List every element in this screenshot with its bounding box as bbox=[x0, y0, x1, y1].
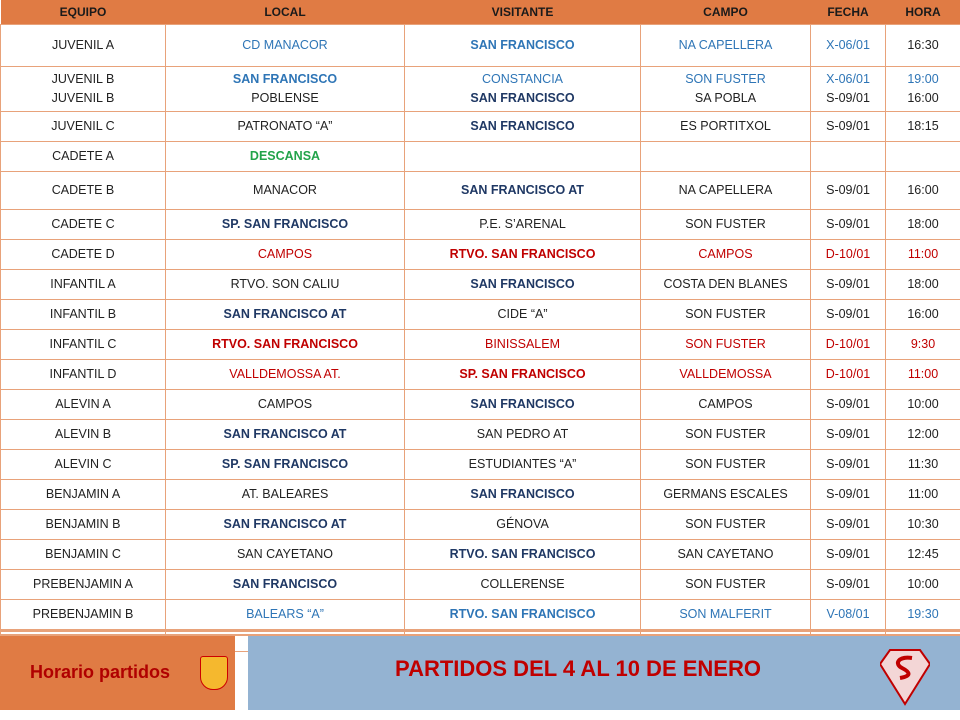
table-row bbox=[1, 600, 960, 630]
fecha-text: S-09/01 bbox=[826, 183, 870, 197]
cell-campo bbox=[641, 240, 811, 270]
footer-banner bbox=[248, 636, 960, 710]
cell-visitante bbox=[405, 25, 641, 67]
cell-campo bbox=[641, 540, 811, 570]
table-row bbox=[1, 300, 960, 330]
equipo-text: JUVENIL A bbox=[51, 38, 115, 52]
cell-fecha bbox=[811, 210, 886, 240]
equipo-text: ALEVIN C bbox=[54, 457, 112, 471]
visitante-text: COLLERENSE bbox=[480, 577, 565, 591]
campo-text: SON MALFERIT bbox=[679, 607, 772, 621]
campo-text: SON FUSTER bbox=[685, 307, 766, 321]
visitante-text: SAN FRANCISCO bbox=[470, 38, 575, 52]
campo-text: SA POBLA bbox=[694, 91, 757, 105]
campo-text: CAMPOS bbox=[698, 247, 753, 261]
cell-visitante bbox=[405, 67, 641, 112]
cell-equipo bbox=[1, 25, 166, 67]
cell-local bbox=[166, 300, 405, 330]
cell-hora bbox=[886, 210, 960, 240]
table-row bbox=[1, 360, 960, 390]
hora-text: 12:45 bbox=[907, 547, 939, 561]
cell-equipo bbox=[1, 172, 166, 210]
cell-local bbox=[166, 420, 405, 450]
table-row bbox=[1, 270, 960, 300]
local-text: SAN FRANCISCO AT bbox=[223, 307, 347, 321]
local-text: BALEARS “A” bbox=[246, 607, 324, 621]
local-text: VALLDEMOSSA AT. bbox=[229, 367, 341, 381]
local-text: SAN FRANCISCO AT bbox=[223, 427, 347, 441]
table-row bbox=[1, 112, 960, 142]
cell-hora bbox=[886, 360, 960, 390]
cell-equipo bbox=[1, 480, 166, 510]
cell-fecha bbox=[811, 172, 886, 210]
cell-hora bbox=[886, 270, 960, 300]
table-row bbox=[1, 210, 960, 240]
cell-equipo bbox=[1, 360, 166, 390]
campo-text: COSTA DEN BLANES bbox=[663, 277, 788, 291]
hora-text: 19:00 bbox=[907, 72, 939, 86]
cell-equipo bbox=[1, 450, 166, 480]
cell-equipo bbox=[1, 420, 166, 450]
fecha-text: S-09/01 bbox=[826, 307, 870, 321]
equipo-text: INFANTIL A bbox=[50, 277, 116, 291]
equipo-text: ALEVIN B bbox=[54, 427, 112, 441]
fecha-text: S-09/01 bbox=[826, 119, 870, 133]
campo-text: NA CAPELLERA bbox=[678, 38, 773, 52]
cell-equipo bbox=[1, 210, 166, 240]
fecha-text: D-10/01 bbox=[825, 337, 871, 351]
cell-local bbox=[166, 390, 405, 420]
equipo-text: CADETE A bbox=[52, 149, 114, 163]
equipo-text: JUVENIL C bbox=[51, 119, 115, 133]
campo-text: SAN CAYETANO bbox=[677, 547, 774, 561]
cell-visitante bbox=[405, 420, 641, 450]
cell-visitante bbox=[405, 300, 641, 330]
campo-text: SON FUSTER bbox=[685, 577, 766, 591]
cell-local bbox=[166, 210, 405, 240]
table-row bbox=[1, 142, 960, 172]
cell-local bbox=[166, 240, 405, 270]
fecha-text: S-09/01 bbox=[826, 457, 870, 471]
cell-hora bbox=[886, 330, 960, 360]
table-row bbox=[1, 390, 960, 420]
table-row bbox=[1, 420, 960, 450]
visitante-text: RTVO. SAN FRANCISCO bbox=[449, 607, 596, 621]
hora-text: 16:00 bbox=[907, 183, 939, 197]
cell-hora bbox=[886, 142, 960, 172]
cell-equipo bbox=[1, 600, 166, 630]
cell-hora bbox=[886, 67, 960, 112]
local-text: SP. SAN FRANCISCO bbox=[221, 217, 349, 231]
cell-fecha bbox=[811, 570, 886, 600]
cell-fecha bbox=[811, 142, 886, 172]
fecha-text: S-09/01 bbox=[826, 577, 870, 591]
cell-hora bbox=[886, 25, 960, 67]
fecha-text: S-09/01 bbox=[826, 547, 870, 561]
cell-campo bbox=[641, 25, 811, 67]
hora-text: 12:00 bbox=[907, 427, 939, 441]
cell-campo bbox=[641, 270, 811, 300]
visitante-text: SAN FRANCISCO bbox=[470, 397, 575, 411]
local-text: SAN FRANCISCO bbox=[232, 577, 338, 591]
campo-text: CAMPOS bbox=[698, 397, 753, 411]
local-text: DESCANSA bbox=[249, 149, 321, 163]
cell-equipo bbox=[1, 270, 166, 300]
visitante-text: CIDE “A” bbox=[497, 307, 548, 321]
equipo-text: JUVENIL B bbox=[51, 91, 115, 105]
cell-campo bbox=[641, 420, 811, 450]
table-row bbox=[1, 540, 960, 570]
cell-visitante bbox=[405, 600, 641, 630]
local-text: SP. SAN FRANCISCO bbox=[221, 457, 349, 471]
table-row bbox=[1, 510, 960, 540]
visitante-text: GÉNOVA bbox=[496, 517, 549, 531]
cell-equipo bbox=[1, 330, 166, 360]
campo-text: SON FUSTER bbox=[685, 217, 766, 231]
campo-text: VALLDEMOSSA bbox=[679, 367, 772, 381]
cell-fecha bbox=[811, 390, 886, 420]
cell-equipo bbox=[1, 240, 166, 270]
cell-visitante bbox=[405, 142, 641, 172]
cell-hora bbox=[886, 510, 960, 540]
footer-title-box bbox=[0, 636, 235, 710]
cell-hora bbox=[886, 420, 960, 450]
hora-text: 10:00 bbox=[907, 397, 939, 411]
cell-equipo bbox=[1, 510, 166, 540]
table-row bbox=[1, 450, 960, 480]
cell-campo bbox=[641, 480, 811, 510]
hora-text: 11:00 bbox=[907, 367, 939, 381]
local-text: MANACOR bbox=[253, 183, 317, 197]
equipo-text: CADETE D bbox=[51, 247, 115, 261]
campo-text: SON FUSTER bbox=[685, 337, 766, 351]
cell-local bbox=[166, 270, 405, 300]
campo-text: GERMANS ESCALES bbox=[663, 487, 788, 501]
header-fecha: FECHA bbox=[811, 0, 886, 25]
fecha-text: S-09/01 bbox=[826, 217, 870, 231]
header-hora: HORA bbox=[886, 0, 960, 25]
cell-equipo bbox=[1, 570, 166, 600]
superman-logo-icon bbox=[880, 648, 930, 706]
cell-campo bbox=[641, 450, 811, 480]
hora-text: 19:30 bbox=[907, 607, 939, 621]
fecha-text: S-09/01 bbox=[826, 277, 870, 291]
equipo-text: PREBENJAMIN A bbox=[32, 577, 134, 591]
visitante-text: SAN PEDRO AT bbox=[476, 427, 569, 441]
cell-hora bbox=[886, 540, 960, 570]
equipo-text: BENJAMIN A bbox=[45, 487, 121, 501]
cell-campo bbox=[641, 300, 811, 330]
cell-campo bbox=[641, 67, 811, 112]
hora-text: 18:00 bbox=[907, 277, 939, 291]
cell-fecha bbox=[811, 360, 886, 390]
cell-local bbox=[166, 112, 405, 142]
local-text: CD MANACOR bbox=[242, 38, 328, 52]
visitante-text: P.E. S’ARENAL bbox=[479, 217, 566, 231]
cell-visitante bbox=[405, 390, 641, 420]
cell-equipo bbox=[1, 390, 166, 420]
cell-local bbox=[166, 172, 405, 210]
cell-local bbox=[166, 450, 405, 480]
cell-campo bbox=[641, 142, 811, 172]
footer-title: Horario partidos bbox=[30, 662, 171, 682]
equipo-text: PREBENJAMIN B bbox=[32, 607, 134, 621]
cell-campo bbox=[641, 112, 811, 142]
table-row bbox=[1, 330, 960, 360]
cell-equipo bbox=[1, 300, 166, 330]
cell-campo bbox=[641, 570, 811, 600]
cell-fecha bbox=[811, 270, 886, 300]
cell-fecha bbox=[811, 480, 886, 510]
header-equipo: EQUIPO bbox=[1, 0, 166, 25]
hora-text: 10:00 bbox=[907, 577, 939, 591]
equipo-text: BENJAMIN C bbox=[45, 547, 121, 561]
cell-local bbox=[166, 67, 405, 112]
cell-equipo bbox=[1, 67, 166, 112]
cell-visitante bbox=[405, 240, 641, 270]
fecha-text: S-09/01 bbox=[826, 487, 870, 501]
hora-text: 10:30 bbox=[907, 517, 939, 531]
hora-text: 11:00 bbox=[907, 247, 939, 261]
equipo-text: CADETE B bbox=[51, 183, 115, 197]
cell-campo bbox=[641, 600, 811, 630]
cell-fecha bbox=[811, 510, 886, 540]
visitante-text: SP. SAN FRANCISCO bbox=[459, 367, 586, 381]
club-crest-icon bbox=[200, 656, 228, 690]
cell-fecha bbox=[811, 240, 886, 270]
hora-text: 18:15 bbox=[907, 119, 939, 133]
local-text: PATRONATO “A” bbox=[237, 119, 333, 133]
visitante-text: SAN FRANCISCO bbox=[470, 277, 575, 291]
cell-hora bbox=[886, 600, 960, 630]
visitante-text: SAN FRANCISCO AT bbox=[461, 183, 584, 197]
fecha-text: V-08/01 bbox=[826, 607, 870, 621]
campo-text: SON FUSTER bbox=[685, 427, 766, 441]
divider bbox=[0, 630, 960, 632]
cell-visitante bbox=[405, 510, 641, 540]
local-text: CAMPOS bbox=[257, 397, 313, 411]
cell-campo bbox=[641, 330, 811, 360]
cell-campo bbox=[641, 390, 811, 420]
cell-campo bbox=[641, 172, 811, 210]
cell-visitante bbox=[405, 450, 641, 480]
campo-text: SON FUSTER bbox=[685, 72, 766, 86]
cell-hora bbox=[886, 480, 960, 510]
hora-text: 16:00 bbox=[907, 91, 939, 105]
hora-text: 16:00 bbox=[907, 307, 939, 321]
cell-visitante bbox=[405, 570, 641, 600]
fecha-text: D-10/01 bbox=[825, 367, 871, 381]
hora-text: 11:30 bbox=[907, 457, 939, 471]
fecha-text: X-06/01 bbox=[826, 38, 870, 52]
header-row bbox=[1, 0, 960, 25]
cell-fecha bbox=[811, 540, 886, 570]
local-text: RTVO. SON CALIU bbox=[230, 277, 340, 291]
cell-local bbox=[166, 600, 405, 630]
local-text: SAN FRANCISCO bbox=[232, 72, 338, 86]
visitante-text: BINISSALEM bbox=[484, 337, 561, 351]
table-row bbox=[1, 67, 960, 112]
cell-hora bbox=[886, 390, 960, 420]
cell-campo bbox=[641, 210, 811, 240]
visitante-text: SAN FRANCISCO bbox=[470, 91, 575, 105]
local-text: AT. BALEARES bbox=[241, 487, 329, 501]
campo-text: NA CAPELLERA bbox=[678, 183, 773, 197]
cell-hora bbox=[886, 112, 960, 142]
cell-fecha bbox=[811, 300, 886, 330]
cell-local bbox=[166, 360, 405, 390]
equipo-text: INFANTIL C bbox=[49, 337, 117, 351]
cell-local bbox=[166, 330, 405, 360]
local-text: CAMPOS bbox=[257, 247, 313, 261]
local-text: SAN FRANCISCO AT bbox=[223, 517, 347, 531]
cell-fecha bbox=[811, 450, 886, 480]
equipo-text: ALEVIN A bbox=[55, 397, 111, 411]
visitante-text: CONSTANCIA bbox=[481, 72, 564, 86]
cell-equipo bbox=[1, 112, 166, 142]
header-campo: CAMPO bbox=[641, 0, 811, 25]
local-text: POBLENSE bbox=[251, 91, 319, 105]
cell-visitante bbox=[405, 210, 641, 240]
cell-hora bbox=[886, 300, 960, 330]
cell-campo bbox=[641, 510, 811, 540]
cell-hora bbox=[886, 450, 960, 480]
cell-visitante bbox=[405, 480, 641, 510]
cell-local bbox=[166, 480, 405, 510]
equipo-text: CADETE C bbox=[51, 217, 115, 231]
fecha-text: X-06/01 bbox=[826, 72, 870, 86]
cell-fecha bbox=[811, 25, 886, 67]
cell-equipo bbox=[1, 142, 166, 172]
fecha-text: S-09/01 bbox=[826, 91, 870, 105]
header-local: LOCAL bbox=[166, 0, 405, 25]
cell-fecha bbox=[811, 420, 886, 450]
table-row bbox=[1, 480, 960, 510]
cell-local bbox=[166, 540, 405, 570]
equipo-text: BENJAMIN B bbox=[45, 517, 121, 531]
campo-text: SON FUSTER bbox=[685, 517, 766, 531]
table-row bbox=[1, 570, 960, 600]
cell-local bbox=[166, 570, 405, 600]
header-visitante: VISITANTE bbox=[405, 0, 641, 25]
campo-text: SON FUSTER bbox=[685, 457, 766, 471]
fecha-text: S-09/01 bbox=[826, 397, 870, 411]
cell-hora bbox=[886, 240, 960, 270]
visitante-text: SAN FRANCISCO bbox=[470, 119, 575, 133]
equipo-text: INFANTIL B bbox=[49, 307, 117, 321]
hora-text: 11:00 bbox=[907, 487, 939, 501]
local-text: RTVO. SAN FRANCISCO bbox=[212, 337, 358, 351]
campo-text: ES PORTITXOL bbox=[680, 119, 771, 133]
hora-text: 18:00 bbox=[907, 217, 939, 231]
cell-hora bbox=[886, 570, 960, 600]
visitante-text: SAN FRANCISCO bbox=[470, 487, 575, 501]
cell-fecha bbox=[811, 330, 886, 360]
cell-fecha bbox=[811, 112, 886, 142]
fecha-text: S-09/01 bbox=[826, 427, 870, 441]
fecha-text: D-10/01 bbox=[825, 247, 871, 261]
cell-campo bbox=[641, 360, 811, 390]
table-row bbox=[1, 240, 960, 270]
cell-visitante bbox=[405, 270, 641, 300]
fecha-text: S-09/01 bbox=[826, 517, 870, 531]
cell-visitante bbox=[405, 540, 641, 570]
hora-text: 16:30 bbox=[907, 38, 939, 52]
cell-visitante bbox=[405, 112, 641, 142]
cell-equipo bbox=[1, 540, 166, 570]
cell-local bbox=[166, 510, 405, 540]
cell-fecha bbox=[811, 600, 886, 630]
cell-local bbox=[166, 25, 405, 67]
cell-visitante bbox=[405, 360, 641, 390]
visitante-text: RTVO. SAN FRANCISCO bbox=[449, 247, 596, 261]
equipo-text: JUVENIL B bbox=[51, 72, 115, 86]
local-text: SAN CAYETANO bbox=[236, 547, 334, 561]
cell-fecha bbox=[811, 67, 886, 112]
cell-visitante bbox=[405, 172, 641, 210]
hora-text: 9:30 bbox=[910, 337, 936, 351]
cell-local bbox=[166, 142, 405, 172]
cell-hora bbox=[886, 172, 960, 210]
table-row bbox=[1, 25, 960, 67]
visitante-text: ESTUDIANTES “A” bbox=[468, 457, 577, 471]
cell-visitante bbox=[405, 330, 641, 360]
banner-text: PARTIDOS DEL 4 AL 10 DE ENERO bbox=[395, 656, 761, 681]
equipo-text: INFANTIL D bbox=[49, 367, 117, 381]
table-row bbox=[1, 172, 960, 210]
visitante-text: RTVO. SAN FRANCISCO bbox=[449, 547, 596, 561]
